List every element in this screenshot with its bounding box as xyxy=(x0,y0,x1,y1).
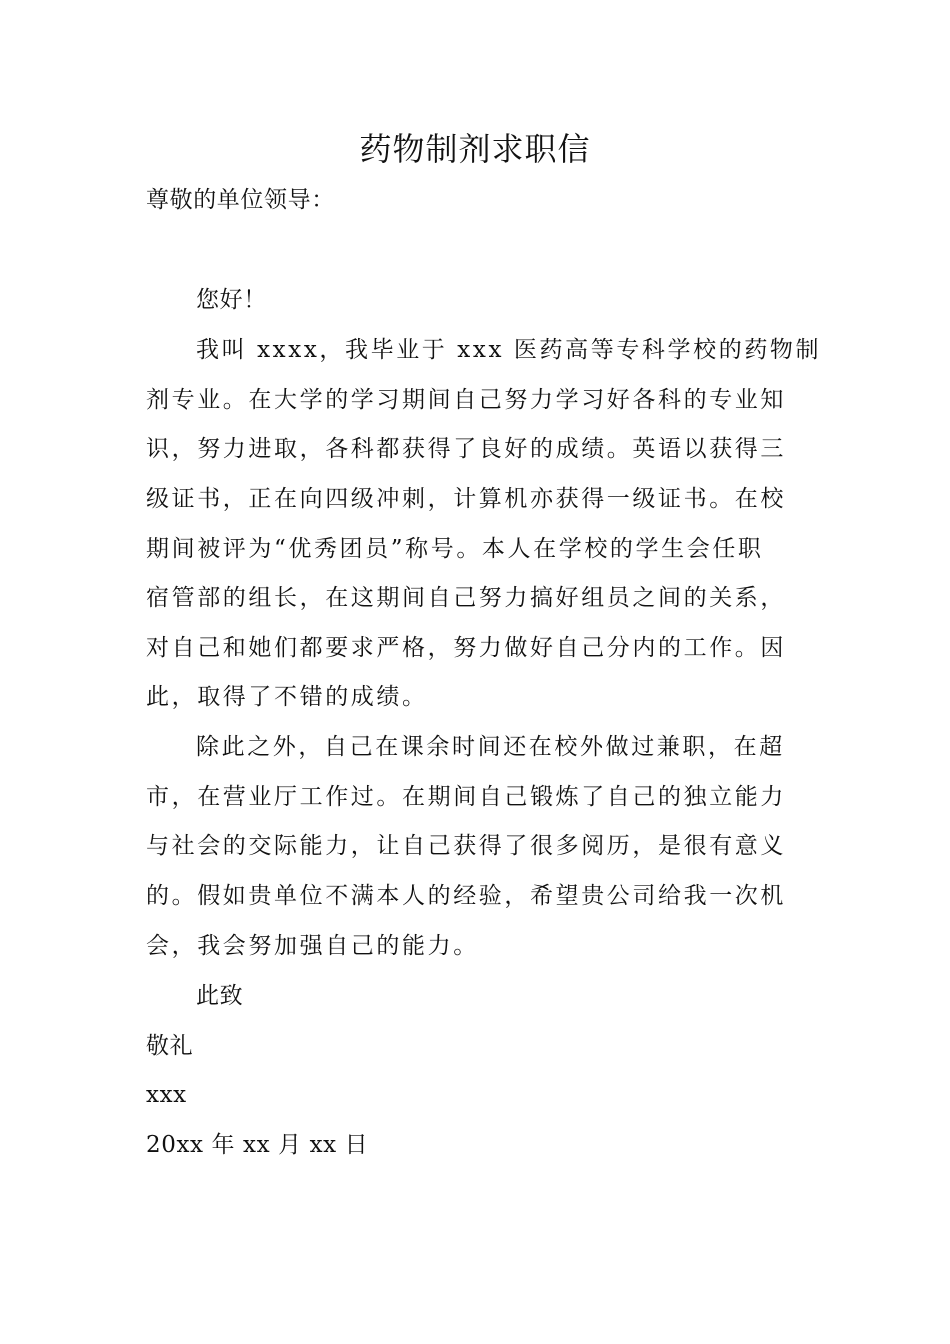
paragraph2-line: 的。假如贵单位不满本人的经验，希望贵公司给我一次机 xyxy=(146,883,786,909)
paragraph2-line: 与社会的交际能力，让自己获得了很多阅历，是很有意义 xyxy=(146,833,786,859)
paragraph1-line: 期间被评为“优秀团员”称号。本人在学校的学生会任职 xyxy=(146,536,764,562)
paragraph1-line: 宿管部的组长，在这期间自己努力搞好组员之间的关系， xyxy=(146,585,786,611)
paragraph1-line: 此，取得了不错的成绩。 xyxy=(146,684,428,710)
paragraph2-line: 除此之外，自己在课余时间还在校外做过兼职，在超 xyxy=(196,734,785,760)
page-title: 药物制剂求职信 xyxy=(359,130,591,168)
paragraph2-line: 会，我会努加强自己的能力。 xyxy=(146,933,479,959)
salutation: 尊敬的单位领导： xyxy=(146,187,335,213)
greeting: 您好！ xyxy=(196,287,267,313)
closing: 此致 xyxy=(196,983,244,1009)
date: 20xx 年 xx 月 xx 日 xyxy=(146,1132,369,1158)
paragraph1-line: 识，努力进取，各科都获得了良好的成绩。英语以获得三 xyxy=(146,436,786,462)
paragraph2-line: 市，在营业厅工作过。在期间自己锻炼了自己的独立能力 xyxy=(146,784,786,810)
paragraph1-line: 剂专业。在大学的学习期间自己努力学习好各科的专业知 xyxy=(146,387,786,413)
regards: 敬礼 xyxy=(146,1033,194,1059)
signature: xxx xyxy=(146,1082,187,1108)
paragraph1-line: 级证书，正在向四级冲刺，计算机亦获得一级证书。在校 xyxy=(146,486,786,512)
paragraph1-line: 对自己和她们都要求严格，努力做好自己分内的工作。因 xyxy=(146,635,786,661)
paragraph1-line: 我叫 xxxx，我毕业于 xxx 医药高等专科学校的药物制 xyxy=(196,337,822,363)
